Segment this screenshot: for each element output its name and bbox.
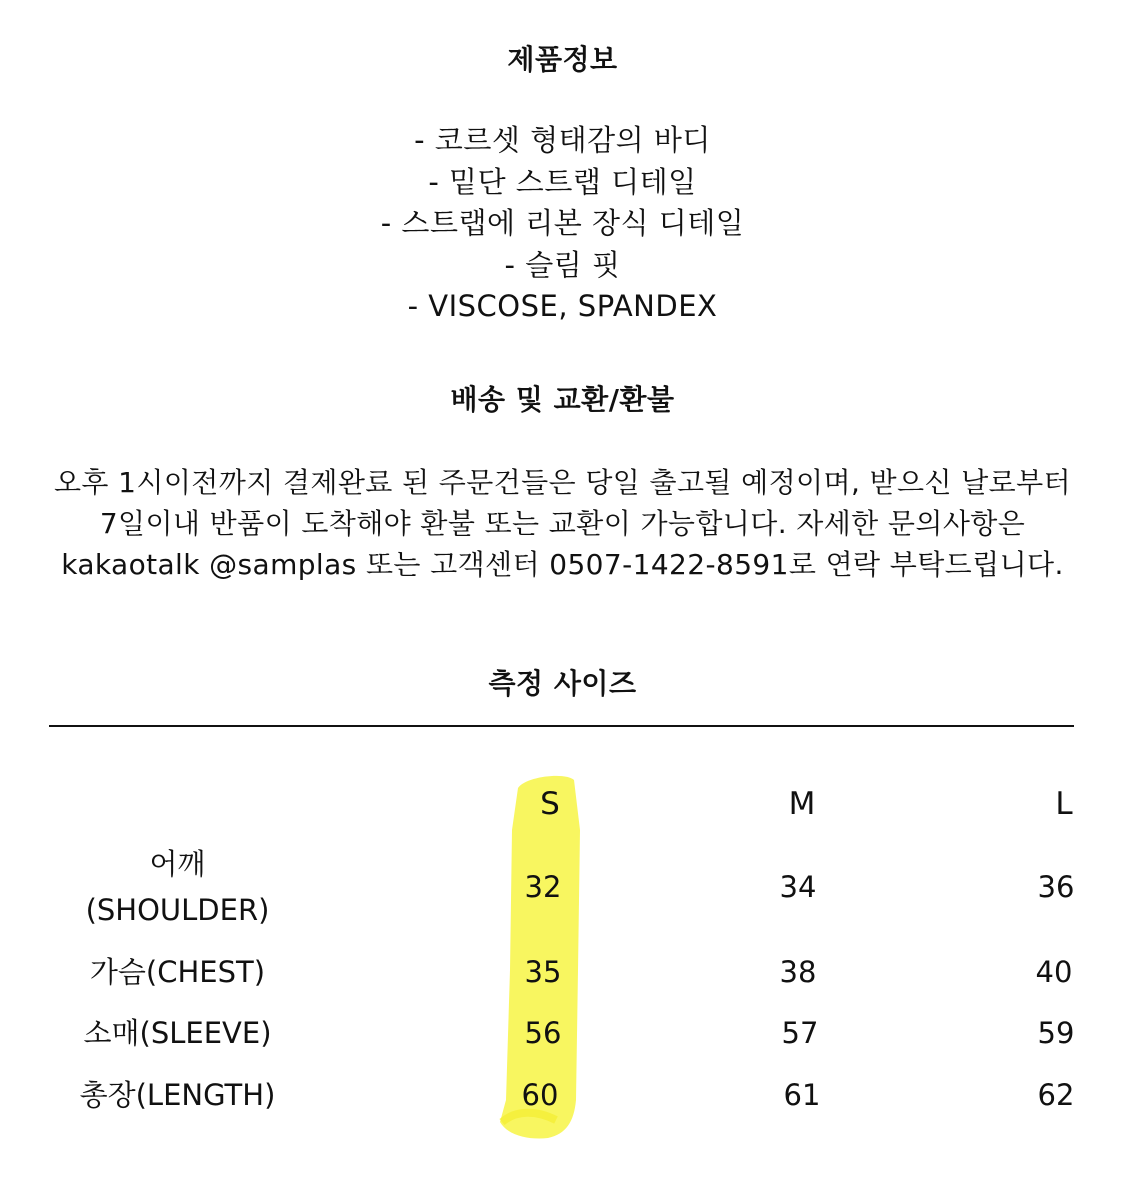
row-label-line: 어깨 xyxy=(149,847,206,881)
shipping-line: kakaotalk @samplas 또는 고객센터 0507-1422-8591로 연락 부탁드립니다. xyxy=(61,548,1064,581)
table-cell: 40 xyxy=(1035,955,1073,989)
table-cell: 35 xyxy=(524,955,562,989)
size-header-l: L xyxy=(1055,786,1073,822)
list-item: - 슬림 핏 xyxy=(504,247,621,282)
table-cell: 60 xyxy=(521,1078,559,1112)
list-item: - 밑단 스트랩 디테일 xyxy=(428,164,697,199)
table-cell: 38 xyxy=(779,955,817,989)
table-cell: 62 xyxy=(1037,1078,1075,1112)
table-cell: 59 xyxy=(1037,1016,1075,1050)
table-cell: 36 xyxy=(1037,870,1075,904)
row-label-shoulder xyxy=(50,841,305,933)
row-label-length: 총장(LENGTH) xyxy=(79,1078,276,1112)
size-header-m: M xyxy=(788,786,816,822)
table-cell: 34 xyxy=(779,870,817,904)
list-item: - VISCOSE, SPANDEX xyxy=(407,289,718,323)
table-cell: 56 xyxy=(524,1016,562,1050)
size-header-s: S xyxy=(540,786,560,822)
shipping-title: 배송 및 교환/환불 xyxy=(450,383,675,416)
divider xyxy=(49,725,1074,727)
shipping-line: 오후 1시이전까지 결제완료 된 주문건들은 당일 출고될 예정이며, 받으신 날로부터 xyxy=(53,466,1071,499)
feature-list xyxy=(0,120,1125,328)
row-label-line: (SHOULDER) xyxy=(85,893,270,927)
shipping-paragraph xyxy=(30,462,1095,585)
table-cell: 57 xyxy=(781,1016,819,1050)
size-chart-title: 측정 사이즈 xyxy=(488,667,637,700)
list-item: - 코르셋 형태감의 바디 xyxy=(414,123,711,157)
table-cell: 32 xyxy=(524,870,562,904)
table-cell: 61 xyxy=(783,1078,821,1112)
product-info-title: 제품정보 xyxy=(507,43,618,76)
shipping-line: 7일이내 반품이 도착해야 환불 또는 교환이 가능합니다. 자세한 문의사항은 xyxy=(99,507,1026,540)
row-label-sleeve: 소매(SLEEVE) xyxy=(83,1016,272,1050)
list-item: - 스트랩에 리본 장식 디테일 xyxy=(380,206,745,240)
row-label-chest: 가슴(CHEST) xyxy=(89,955,266,989)
